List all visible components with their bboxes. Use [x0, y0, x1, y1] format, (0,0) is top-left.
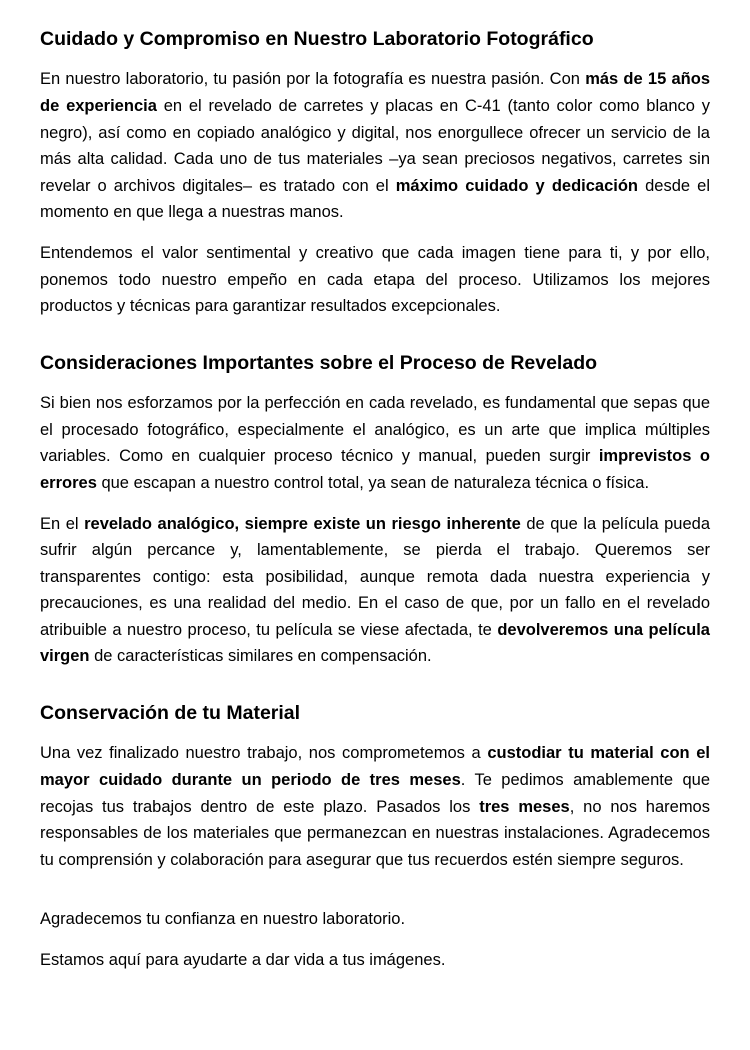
text-run: , no nos haremos responsables de los materiales que permanezcan en nuestras instalaciones. Agradecemos tu comprensión y colaboración para asegurar que tus recuerdos estén siempre seguros.: [40, 797, 710, 869]
text-run: . Te pedimos amablemente que recojas tus trabajos dentro de este plazo. Pasados los: [40, 771, 710, 816]
paragraph-spacer: [40, 887, 710, 906]
text-run: Agradecemos tu confianza en nuestro laboratorio.: [40, 910, 406, 929]
bold-text-run: máximo cuidado y dedicación: [395, 176, 639, 195]
paragraph: [40, 511, 710, 671]
paragraph: [40, 906, 710, 933]
text-run: Una vez finalizado nuestro trabajo, nos comprometemos a: [40, 744, 488, 763]
section-heading: Conservación de tu Material: [40, 702, 301, 725]
text-run: en el revelado de carretes y placas en C-41 (tanto color como blanco y negro), así como en copiado analógico y digital, nos enorgullece ofrecer un servicio de la más alta calidad. Cada uno de tus materiales –ya sean preciosos negativos, carretes sin revelar o archivos digitales– es tratado con el: [40, 96, 710, 195]
text-run: de que la película pueda sufrir algún percance y, lamentablemente, se pierda el trabajo. Queremos ser transparentes contigo: esta posibilidad, aunque remota dada nuestra experiencia y precauciones, es una realidad del medio. En el caso de que, por un fallo en el revelado atribuible a nuestro proceso, tu película se viese afectada, te: [40, 514, 711, 639]
paragraph: [40, 390, 710, 496]
text-run: Estamos aquí para ayudarte a dar vida a tus imágenes.: [40, 951, 446, 970]
bold-text-run: más de 15 años de experiencia: [40, 70, 711, 115]
paragraph: [40, 66, 710, 226]
bold-text-run: revelado analógico, siempre existe un riesgo inherente: [84, 514, 521, 533]
bold-text-run: devolveremos una película virgen: [40, 620, 710, 666]
bold-text-run: tres meses: [479, 797, 570, 816]
text-run: que escapan a nuestro control total, ya sean de naturaleza técnica o física.: [96, 473, 650, 492]
text-run: En el: [40, 514, 85, 533]
section-heading: Cuidado y Compromiso en Nuestro Laboratorio Fotográfico: [40, 28, 594, 50]
paragraph: [40, 240, 710, 320]
text-run: de características similares en compensación.: [89, 647, 432, 666]
text-run: Entendemos el valor sentimental y creativo que cada imagen tiene para ti, y por ello, ponemos todo nuestro empeño en cada etapa del proceso. Utilizamos los mejores productos y técnicas para garantizar resultados excepcionales.: [40, 243, 710, 316]
text-run: desde el momento en que llega a nuestras manos.: [40, 176, 710, 222]
text-run: Si bien nos esforzamos por la perfección en cada revelado, es fundamental que sepas que el procesado fotográfico, especialmente el analógico, es un arte que implica múltiples variables. Como en cualquier proceso técnico y manual, pueden surgir: [40, 394, 710, 466]
paragraph: [40, 947, 710, 974]
text-run: En nuestro laboratorio, tu pasión por la fotografía es nuestra pasión. Con: [40, 70, 586, 89]
paragraph: [40, 740, 710, 873]
section-heading: Consideraciones Importantes sobre el Proceso de Revelado: [40, 351, 598, 374]
bold-text-run: custodiar tu material con el mayor cuidado durante un periodo de tres meses: [40, 744, 710, 790]
bold-text-run: imprevistos o errores: [40, 447, 710, 492]
